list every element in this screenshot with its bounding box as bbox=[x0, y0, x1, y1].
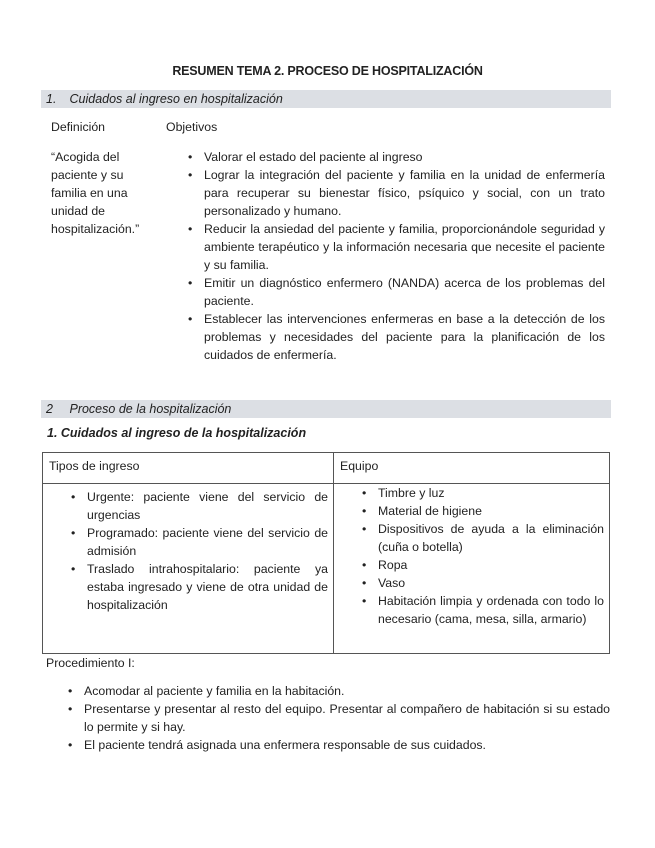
list-item: • Habitación limpia y ordenada con todo lo necesario (cama, mesa, silla, armario) bbox=[358, 592, 604, 628]
list-item: • Material de higiene bbox=[358, 502, 604, 520]
list-item: • Establecer las intervenciones enfermeras en base a la detección de los problemas y necesidades del paciente para la planificación de los cuidados de enfermería. bbox=[184, 310, 605, 364]
section-2-number: 2 bbox=[46, 402, 53, 416]
list-item: • Timbre y luz bbox=[358, 484, 604, 502]
list-item: • Programado: paciente viene del servicio de admisión bbox=[67, 524, 328, 560]
section-1-number: 1. bbox=[46, 92, 57, 106]
equipo-cell bbox=[334, 484, 610, 654]
list-item: • Dispositivos de ayuda a la eliminación (cuña o botella) bbox=[358, 520, 604, 556]
section-2-heading-text: Proceso de la hospitalización bbox=[69, 402, 232, 416]
document-title: RESUMEN TEMA 2. PROCESO DE HOSPITALIZACIÓN bbox=[172, 64, 483, 78]
list-item: • Vaso bbox=[358, 574, 604, 592]
section-1-heading bbox=[41, 90, 611, 108]
section-1-heading-text: Cuidados al ingreso en hospitalización bbox=[69, 92, 283, 106]
ingreso-table bbox=[42, 452, 610, 654]
objectives-label: Objetivos bbox=[166, 120, 218, 134]
definition-label: Definición bbox=[51, 120, 105, 134]
tipos-list bbox=[67, 488, 328, 614]
list-item: • Acomodar al paciente y familia en la habitación. bbox=[64, 682, 610, 700]
objectives-list bbox=[184, 148, 605, 364]
subsection-heading: 1. Cuidados al ingreso de la hospitalización bbox=[47, 426, 307, 440]
list-item: • Presentarse y presentar al resto del equipo. Presentar al compañero de habitación si su estado lo permite y si hay. bbox=[64, 700, 610, 736]
list-item: • Emitir un diagnóstico enfermero (NANDA) acerca de los problemas del paciente. bbox=[184, 274, 605, 310]
procedure-list bbox=[64, 682, 610, 754]
list-item: • Ropa bbox=[358, 556, 604, 574]
procedure-label: Procedimiento I: bbox=[46, 656, 135, 670]
list-item: • Traslado intrahospitalario: paciente ya estaba ingresado y viene de otra unidad de hospitalización bbox=[67, 560, 328, 614]
list-item: • Valorar el estado del paciente al ingreso bbox=[184, 148, 605, 166]
tipos-cell bbox=[43, 484, 334, 654]
list-item: • El paciente tendrá asignada una enfermera responsable de sus cuidados. bbox=[64, 736, 610, 754]
table-header-tipos: Tipos de ingreso bbox=[43, 453, 334, 484]
list-item: • Urgente: paciente viene del servicio de urgencias bbox=[67, 488, 328, 524]
table-header-equipo: Equipo bbox=[334, 453, 610, 484]
definition-text: “Acogida del paciente y su familia en una unidad de hospitalización.” bbox=[51, 150, 140, 236]
equipo-list bbox=[358, 484, 604, 628]
section-2-heading bbox=[41, 400, 611, 418]
list-item: • Reducir la ansiedad del paciente y familia, proporcionándole seguridad y ambiente terapéutico y la información necesaria que necesite el paciente y su familia. bbox=[184, 220, 605, 274]
list-item: • Lograr la integración del paciente y familia en la unidad de enfermería para recuperar su bienestar físico, psíquico y social, con un trato personalizado y humano. bbox=[184, 166, 605, 220]
